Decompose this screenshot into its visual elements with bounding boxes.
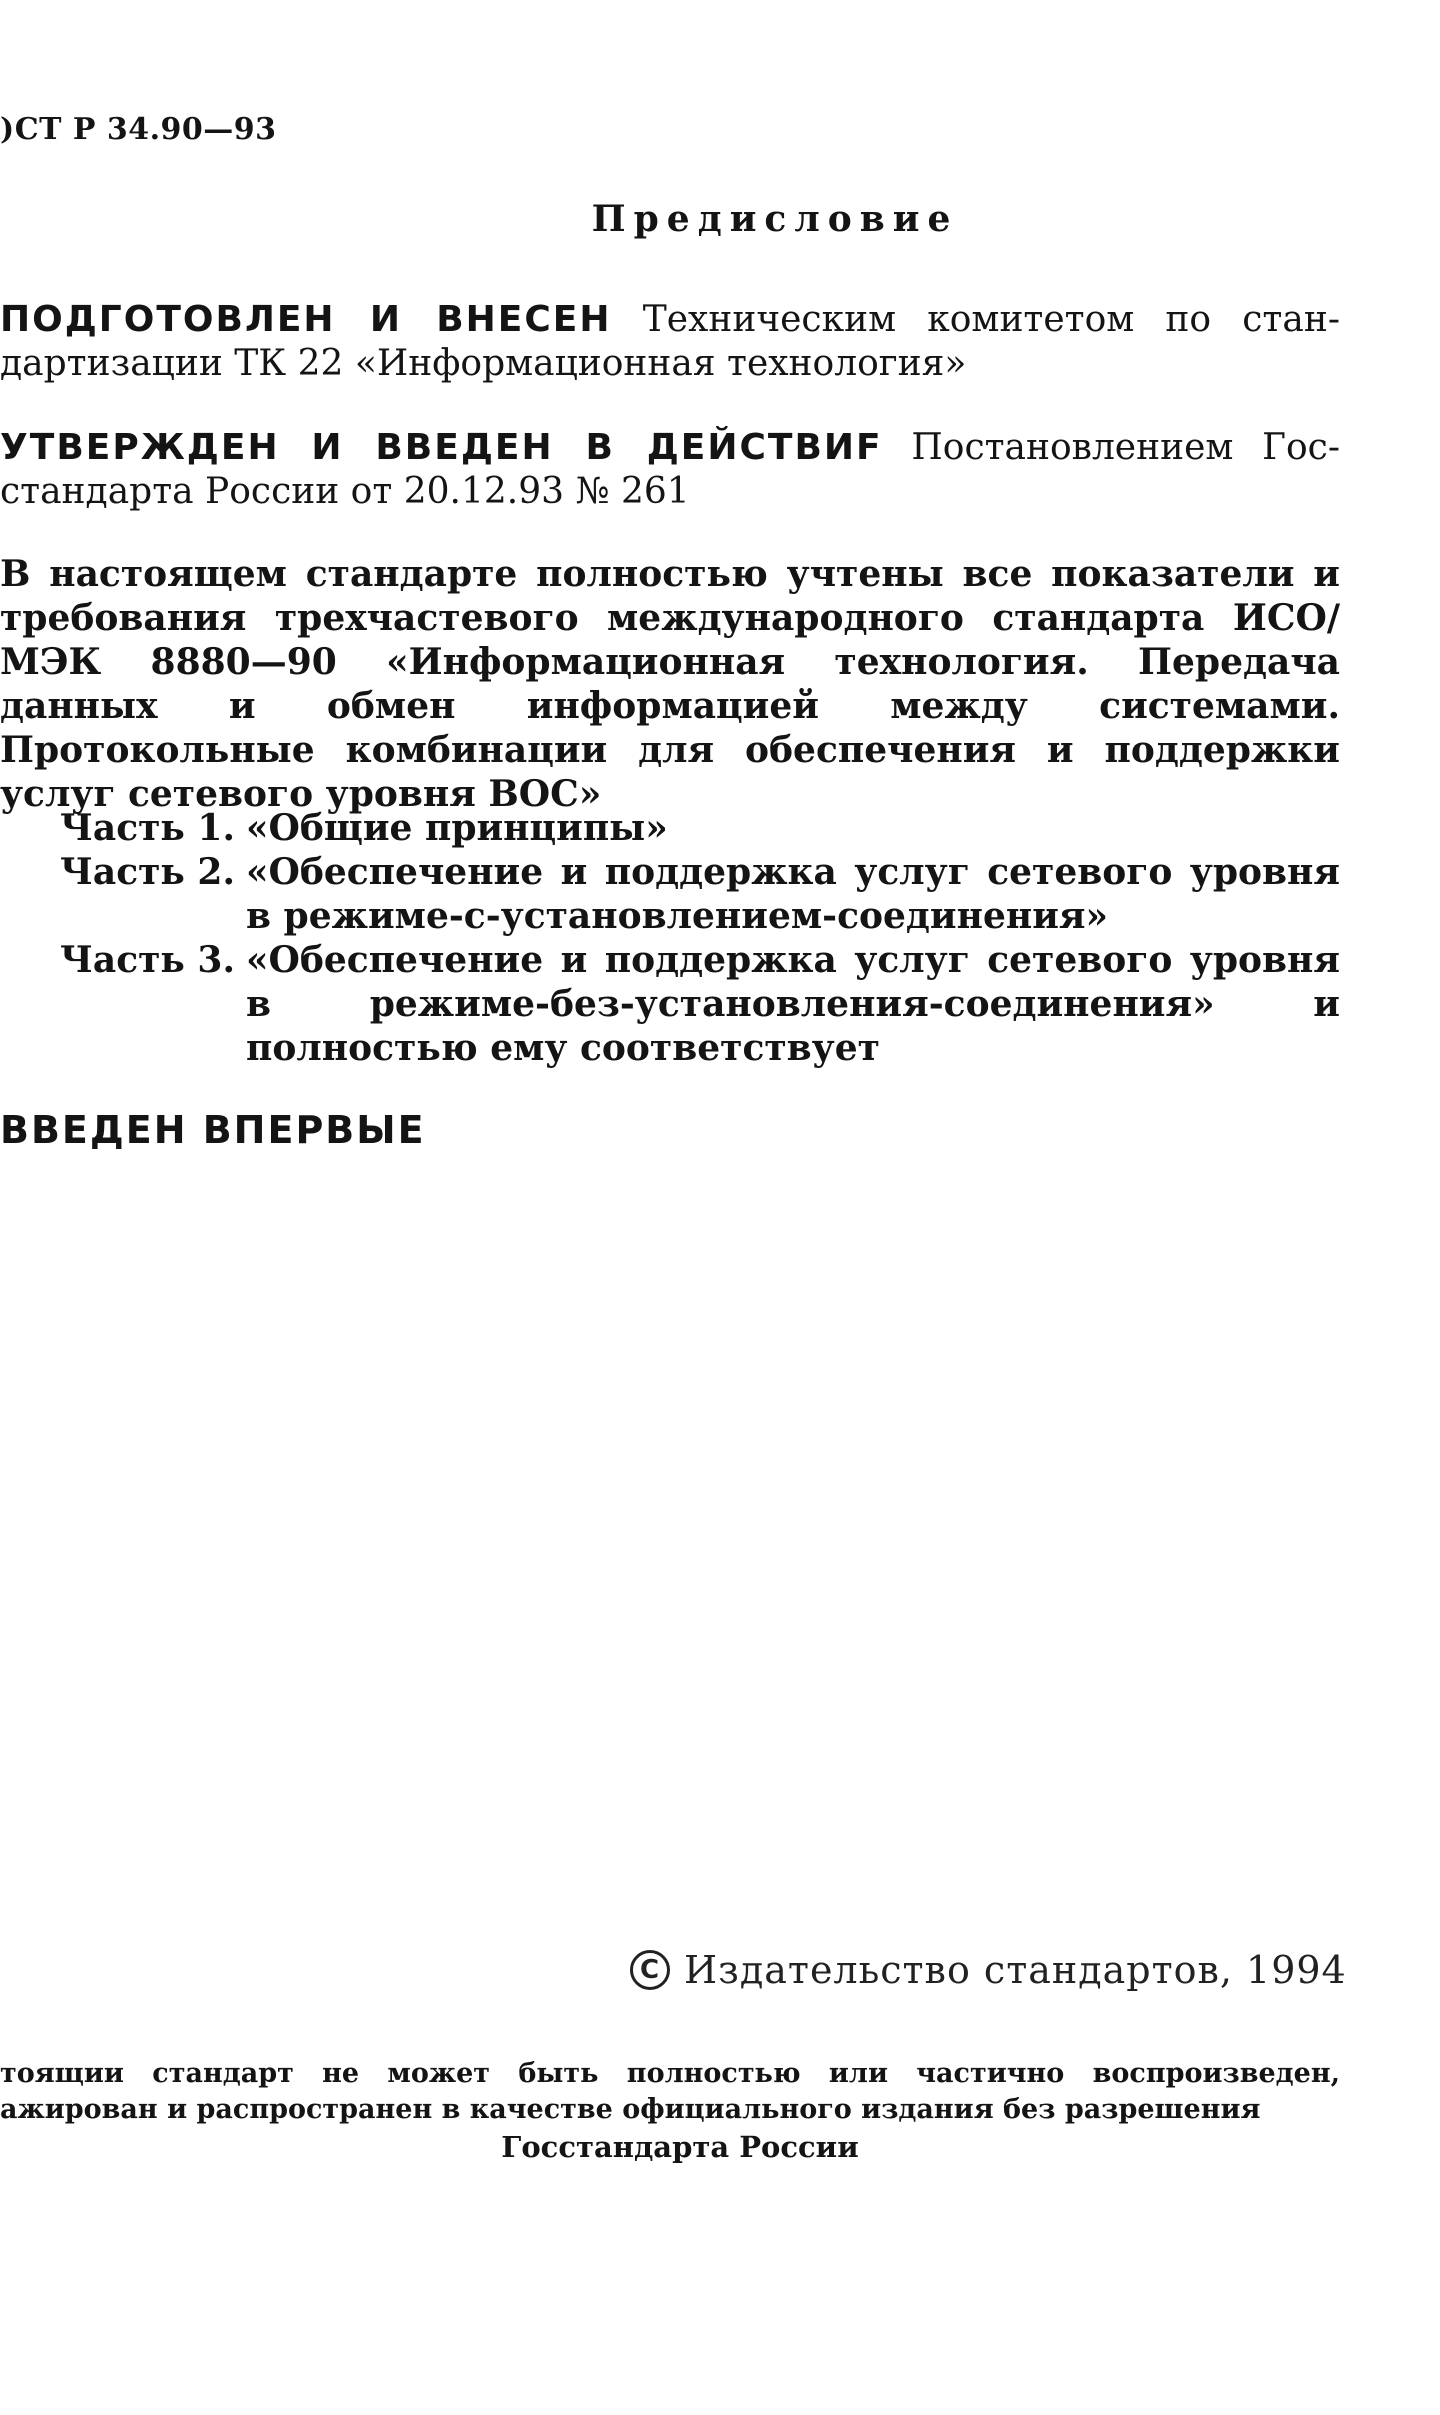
document-code: )СТ Р 34.90—93 — [0, 112, 277, 147]
prepared-body: Техническим комитетом по стандартизации ТК 22 «Информационная технология» — [0, 299, 1340, 384]
copyright-icon: C — [630, 1950, 670, 1990]
reproduction-notice: тоящии стандарт не может быть полностью или частично воспроизведен, ажирован и распространен в качестве официального издания без разрешения — [0, 2058, 1340, 2125]
part-item — [60, 806, 1340, 850]
part-label: Часть 1. — [60, 807, 235, 849]
page-title: Предисловие — [591, 198, 959, 240]
first-introduced: ВВЕДЕН ВПЕРВЫЕ — [0, 1108, 426, 1152]
part-label: Часть 2. — [60, 851, 235, 893]
part-label: Часть 3. — [60, 939, 235, 981]
approved-paragraph — [0, 426, 1340, 514]
prepared-lead: ПОДГОТОВЛЕН И ВНЕСЕН — [0, 299, 612, 340]
part-text: «Обеспечение и поддержка услуг сетевого уровня в режиме-с-установлением-соединения» — [246, 851, 1340, 937]
part-item — [60, 938, 1340, 1070]
copyright-text: Издательство стандартов, 1994 — [684, 1948, 1347, 1992]
approved-body: Постановлением Госстандарта России от 20.12.93 № 261 — [0, 427, 1340, 512]
part-text: «Общие принципы» — [246, 807, 668, 849]
parts-list — [60, 806, 1340, 1070]
copyright-line — [630, 1948, 1347, 1992]
requirements-paragraph: В настоящем стандарте полностью учтены все показатели и требования трехчастевого международного стандарта ИСО/МЭК 8880—90 «Информационная технология. Передача данных и обмен информацией между системами. Протокольные комбинации для обеспечения и поддержки услуг сетевого уровня ВОС» — [0, 553, 1340, 815]
prepared-paragraph — [0, 298, 1340, 386]
part-text: «Обеспечение и поддержка услуг сетевого уровня в режиме-без-установления-соединения» и полностью ему соответствует — [246, 939, 1340, 1069]
approved-lead: УТВЕРЖДЕН И ВВЕДЕН В ДЕЙСТВИF — [0, 427, 883, 468]
reproduction-notice-authority: Госстандарта России — [501, 2130, 859, 2164]
part-item — [60, 850, 1340, 938]
